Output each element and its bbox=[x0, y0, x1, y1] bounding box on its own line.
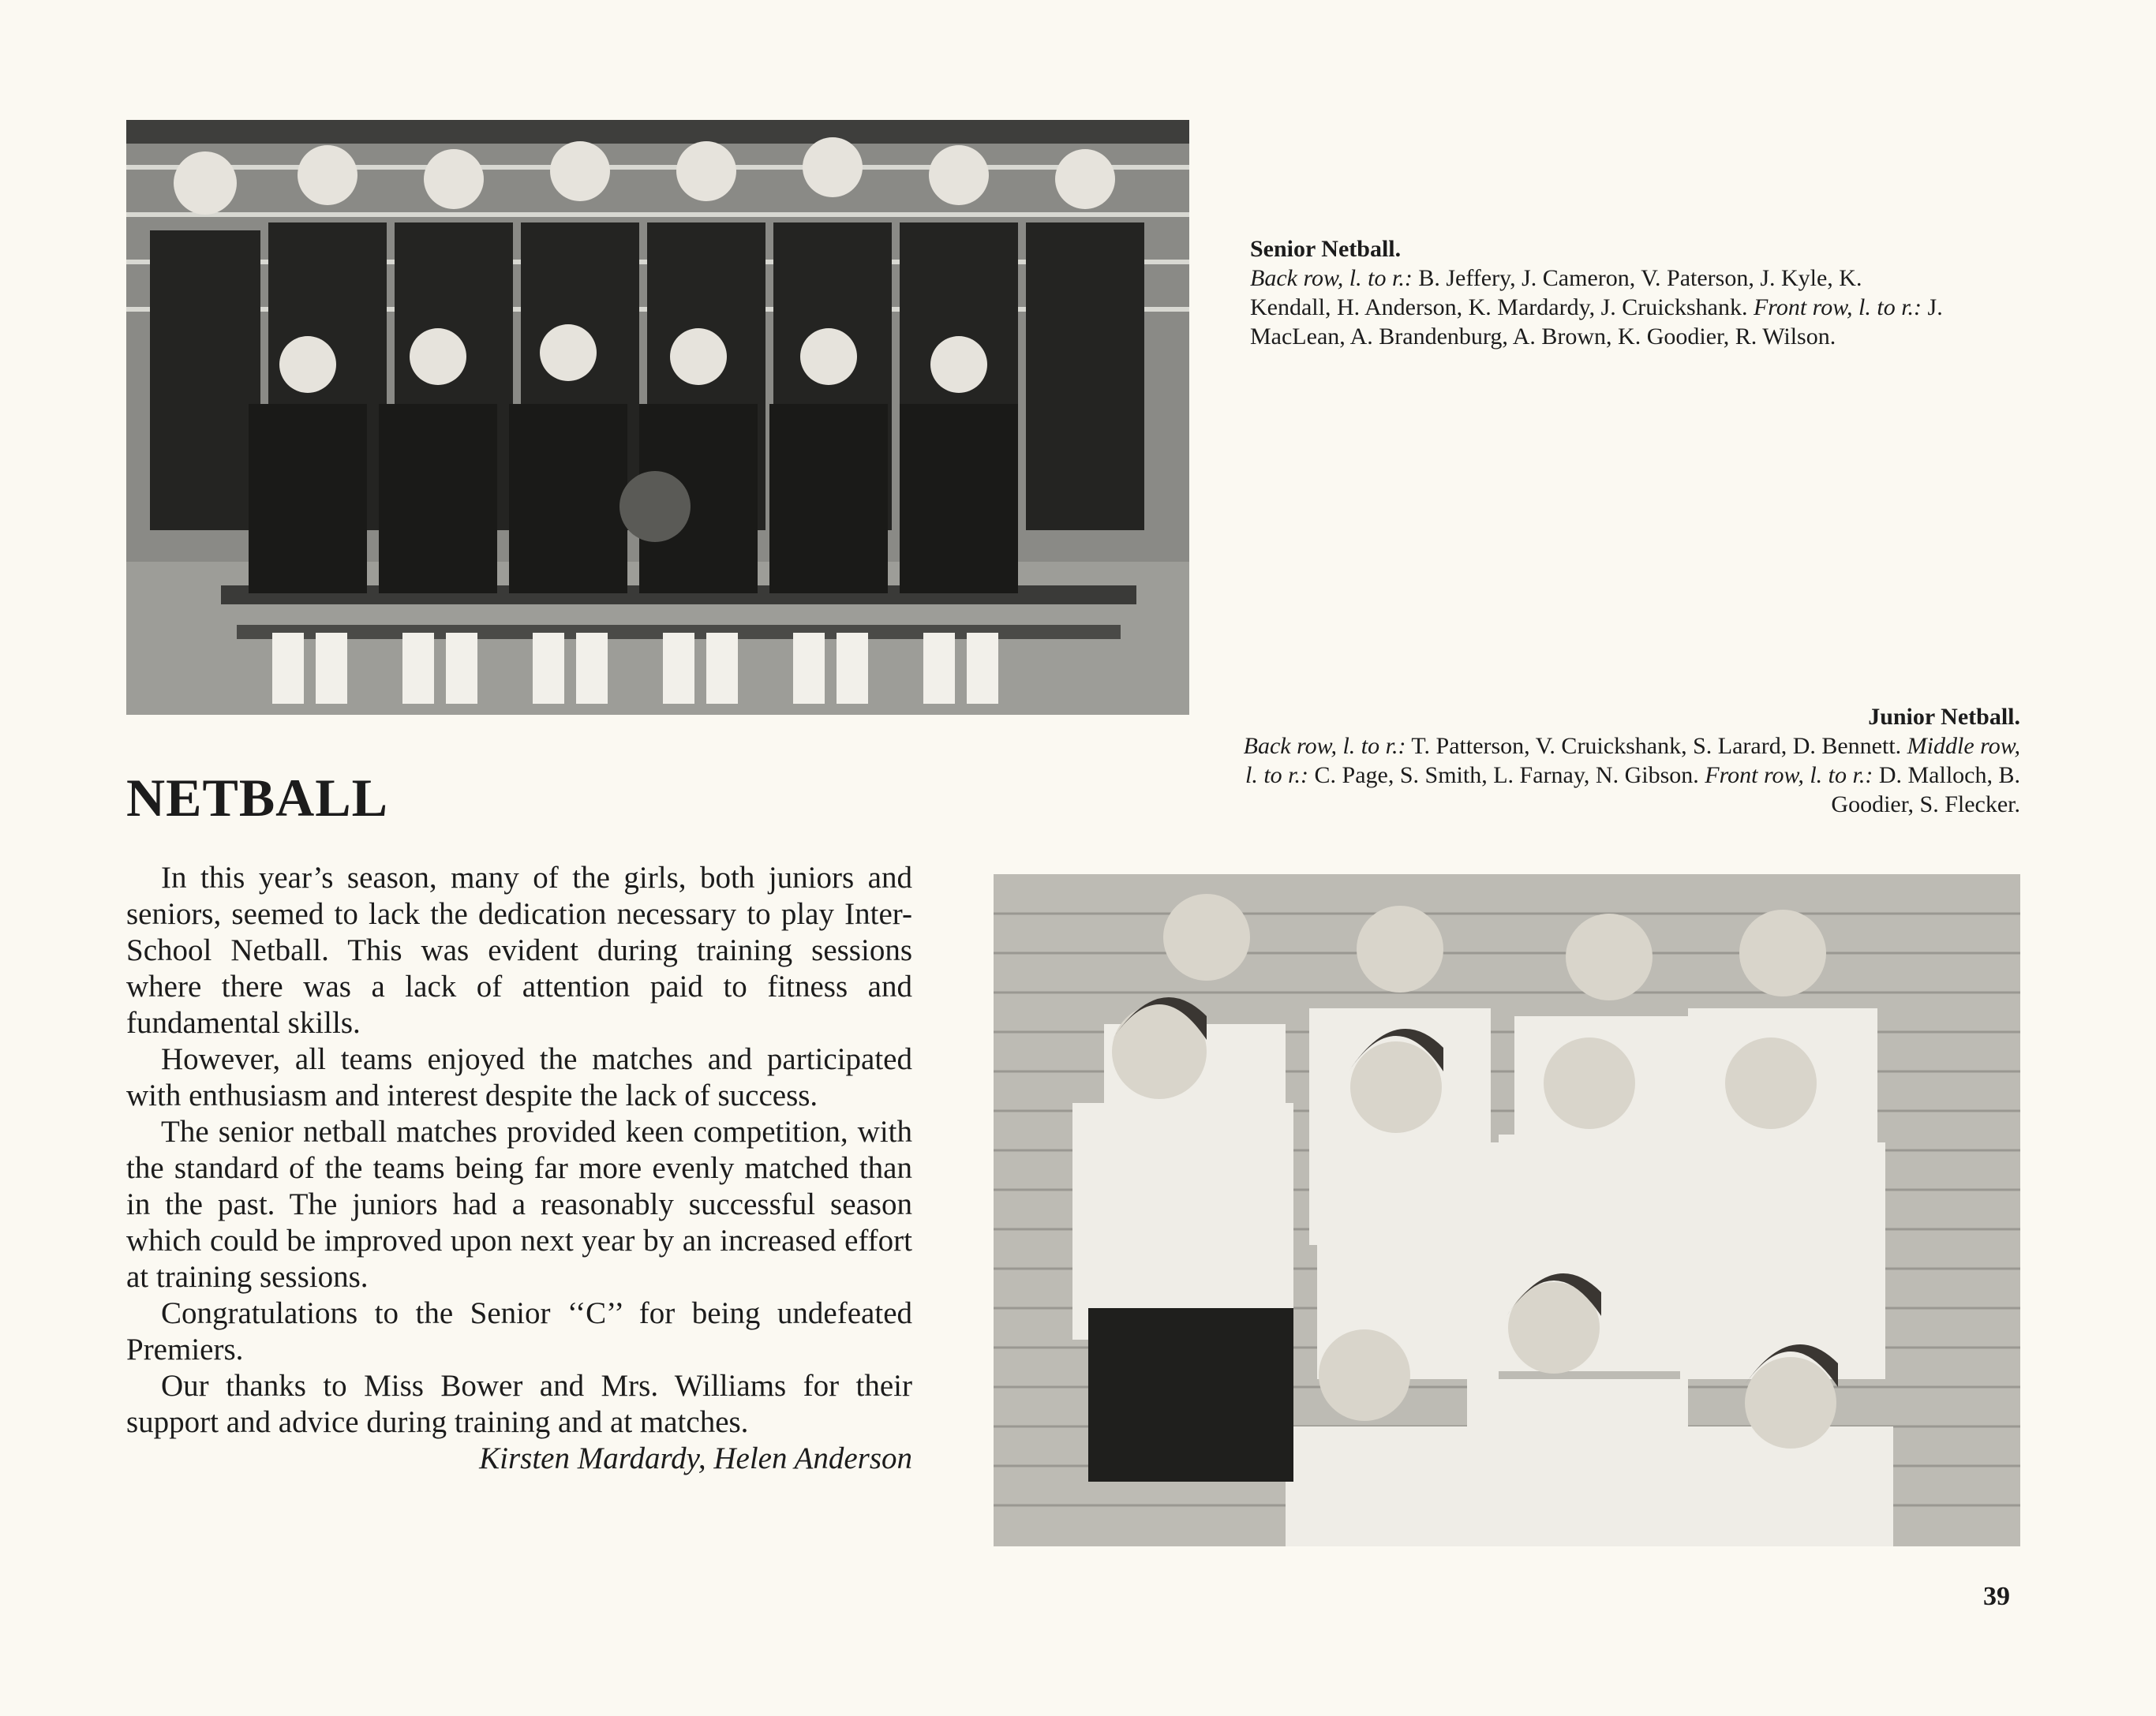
page-title: NETBALL bbox=[126, 768, 388, 828]
junior-front-row-names: D. Malloch, B. Goodier, S. Flecker. bbox=[1831, 762, 2020, 817]
article-paragraph: The senior netball matches provided keen competition, with the standard of the teams being far more evenly matched than in the past. The juniors had a reasonably successful season which could be improved upon next year by an increased effort at training sessions. bbox=[126, 1115, 912, 1294]
article-paragraph: Our thanks to Miss Bower and Mrs. Williams for their support and advice during training and at matches. bbox=[126, 1369, 912, 1439]
article-body bbox=[126, 860, 912, 1477]
senior-netball-photo bbox=[126, 120, 1189, 715]
junior-front-row-label: Front row, l. to r.: bbox=[1705, 762, 1873, 788]
junior-netball-photo bbox=[994, 874, 2020, 1546]
junior-middle-row-names: C. Page, S. Smith, L. Farnay, N. Gibson. bbox=[1308, 762, 1699, 788]
page-number: 39 bbox=[1983, 1582, 2010, 1611]
article-paragraph: However, all teams enjoyed the matches and participated with enthusiasm and interest despite the lack of success. bbox=[126, 1042, 912, 1112]
article-paragraph: Congratulations to the Senior ‘‘C’’ for being undefeated Premiers. bbox=[126, 1296, 912, 1366]
junior-back-row-names: T. Patterson, V. Cruickshank, S. Larard, D. Bennett. bbox=[1406, 733, 1902, 759]
article-byline: Kirsten Mardardy, Helen Anderson bbox=[479, 1441, 912, 1475]
junior-back-row-label: Back row, l. to r.: bbox=[1243, 733, 1406, 759]
junior-netball-caption bbox=[1231, 702, 2020, 819]
junior-caption-title: Junior Netball. bbox=[1868, 704, 2020, 730]
senior-caption-title: Senior Netball. bbox=[1250, 236, 1402, 262]
senior-front-row-names: J. MacLean, A. Brandenburg, A. Brown, K. Goodier, R. Wilson. bbox=[1250, 294, 1943, 350]
junior-middle-row-label: Middle row, l. to r.: bbox=[1245, 733, 2020, 788]
senior-netball-caption bbox=[1250, 234, 1945, 351]
senior-back-row-names: B. Jeffery, J. Cameron, V. Paterson, J. Kyle, K. Kendall, H. Anderson, K. Mardardy, J. Cruickshank. bbox=[1250, 265, 1862, 320]
article-paragraph: In this year’s season, many of the girls, both juniors and seniors, seemed to lack the dedication necessary to play Inter-School Netball. This was evident during training sessions where there was a lack of attention paid to fitness and fundamental skills. bbox=[126, 861, 912, 1040]
senior-front-row-label: Front row, l. to r.: bbox=[1753, 294, 1922, 320]
senior-back-row-label: Back row, l. to r.: bbox=[1250, 265, 1413, 291]
